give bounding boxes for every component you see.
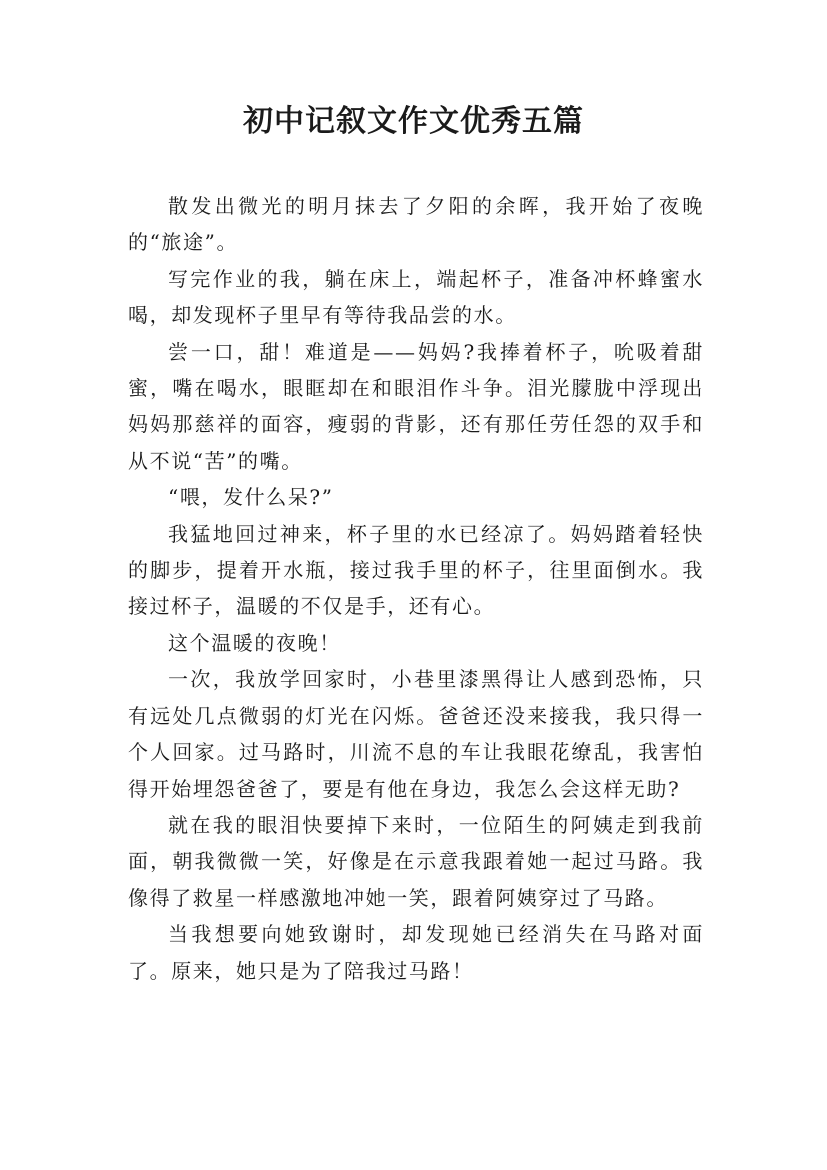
paragraph-1: 散发出微光的明月抹去了夕阳的余晖，我开始了夜晚的“旅途”。 (128, 194, 704, 255)
document-title: 初中记叙文作文优秀五篇 (243, 104, 584, 139)
paragraph-6: 这个温暖的夜晚！ (168, 630, 341, 655)
paragraph-9: 当我想要向她致谢时，却发现她已经消失在马路对面了。原来，她只是为了陪我过马路！ (128, 922, 704, 983)
paragraph-2: 写完作业的我，躺在床上，端起杯子，准备冲杯蜂蜜水喝，却发现杯子里早有等待我品尝的水。 (128, 266, 704, 328)
paragraph-5: 我猛地回过神来，杯子里的水已经凉了。妈妈踏着轻快的脚步，提着开水瓶，接过我手里的杯子，往里面倒水。我接过杯子，温暖的不仅是手，还有心。 (128, 521, 704, 619)
document-body (128, 188, 704, 989)
paragraph-3: 尝一口，甜！难道是——妈妈?我捧着杯子，吮吸着甜蜜，嘴在喝水，眼眶却在和眼泪作斗争。泪光朦胧中浮现出妈妈那慈祥的面容，瘦弱的背影，还有那任劳任怨的双手和从不说“苦”的嘴。 (128, 339, 704, 473)
paragraph-8: 就在我的眼泪快要掉下来时，一位陌生的阿姨走到我前面，朝我微微一笑，好像是在示意我跟着她一起过马路。我像得了救星一样感激地冲她一笑，跟着阿姨穿过了马路。 (128, 812, 704, 910)
paragraph-4: “喂，发什么呆?” (168, 485, 334, 510)
paragraph-7: 一次，我放学回家时，小巷里漆黑得让人感到恐怖，只有远处几点微弱的灯光在闪烁。爸爸还没来接我，我只得一个人回家。过马路时，川流不息的车让我眼花缭乱，我害怕得开始埋怨爸爸了，要是有他在身边，我怎么会这样无助? (128, 667, 704, 801)
